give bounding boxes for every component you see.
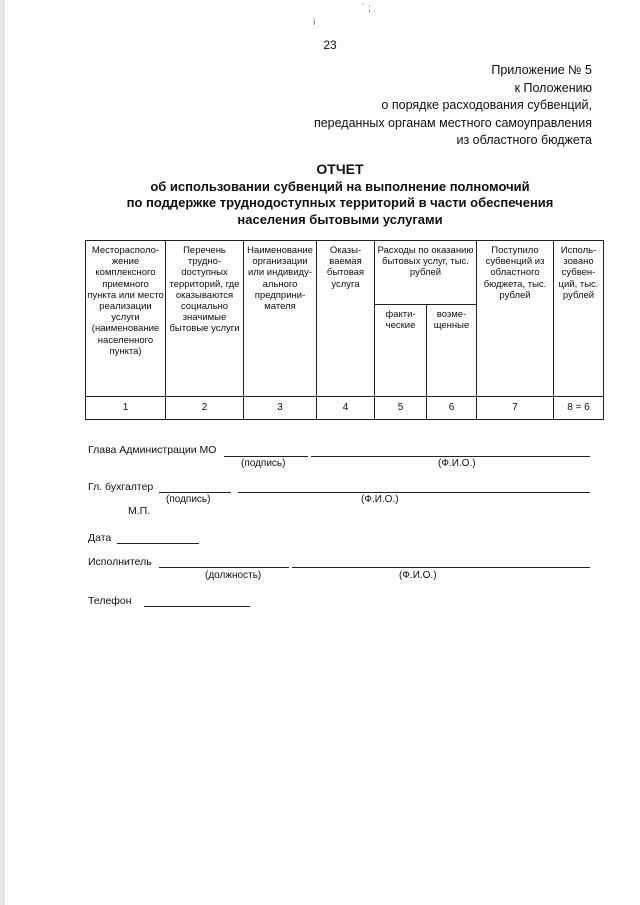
appendix-line: переданных органам местного самоуправления (313, 115, 592, 130)
column-number: 4 (317, 397, 375, 420)
date-line[interactable] (117, 543, 199, 544)
report-title (80, 161, 600, 228)
accountant-name-hint: (Ф.И.О.) (361, 494, 399, 505)
header-expenses: Расходы по оказанию бытовых услуг, тыс. рублей (375, 241, 477, 305)
appendix-line: Приложение № 5 (491, 63, 592, 77)
header-organization: Наименование организации или индивидуального предпринимателя (244, 241, 317, 397)
executor-position-hint: (должность) (205, 570, 262, 581)
header-service: Оказываемая бытовая услуга (317, 241, 375, 397)
subheader-actual: фактические (375, 305, 427, 397)
column-number: 2 (166, 397, 244, 420)
date-label: Дата (88, 532, 112, 544)
appendix-line: из областного бюджета (456, 133, 592, 147)
phone-label: Телефон (88, 595, 132, 607)
column-number: 1 (86, 397, 166, 420)
phone-line[interactable] (144, 606, 250, 607)
head-sign-hint: (подпись) (241, 458, 286, 469)
title-line: населения бытовыми услугами (237, 211, 443, 227)
executor-name-hint: (Ф.И.О.) (399, 570, 437, 581)
page-number: 23 (323, 38, 337, 52)
column-number: 8 = 6 (554, 397, 604, 420)
scan-edge (0, 0, 5, 905)
appendix-reference (172, 62, 592, 150)
scan-marks: ˙ ; (362, 3, 371, 14)
header-received: Поступило субвенций из областного бюджета, тыс. рублей (477, 241, 554, 397)
header-territories: Перечень трудноdоступных территорий, где оказываются социально значимые бытовые услуги (166, 241, 244, 397)
appendix-line: к Положению (514, 80, 592, 95)
head-name-line[interactable] (311, 456, 590, 457)
head-label: Глава Администрации МО (88, 444, 217, 456)
accountant-sign-hint: (подпись) (166, 494, 211, 505)
subheader-reimbursed: возмещенные (427, 305, 477, 397)
head-signature-line[interactable] (224, 456, 308, 457)
header-location: Месторасположение комплексного приемного пункта или место реализации услуги (наименование населенного пункта) (86, 241, 166, 397)
column-number: 5 (375, 397, 427, 420)
title-main: ОТЧЕТ (316, 161, 364, 177)
column-number: 6 (427, 397, 477, 420)
scan-tick: ⅰ (313, 17, 316, 27)
executor-label: Исполнитель (88, 556, 152, 568)
executor-position-line[interactable] (159, 567, 289, 568)
appendix-line: о порядке расходования субвенций, (381, 98, 592, 112)
head-name-hint: (Ф.И.О.) (438, 458, 476, 469)
title-line: об использовании субвенций на выполнение полномочий (150, 178, 530, 194)
title-line: по поддержке труднодоступных территорий в части обеспечения (126, 195, 554, 210)
executor-name-line[interactable] (292, 567, 590, 568)
accountant-signature-line[interactable] (159, 492, 231, 493)
accountant-name-line[interactable] (238, 492, 590, 493)
report-table (85, 240, 604, 420)
column-number: 3 (244, 397, 317, 420)
accountant-label: Гл. бухгалтер (88, 481, 154, 493)
column-number: 7 (477, 397, 554, 420)
header-used: Использовано субвенций, тыс. рублей (554, 241, 604, 397)
stamp-label: М.П. (128, 505, 151, 517)
